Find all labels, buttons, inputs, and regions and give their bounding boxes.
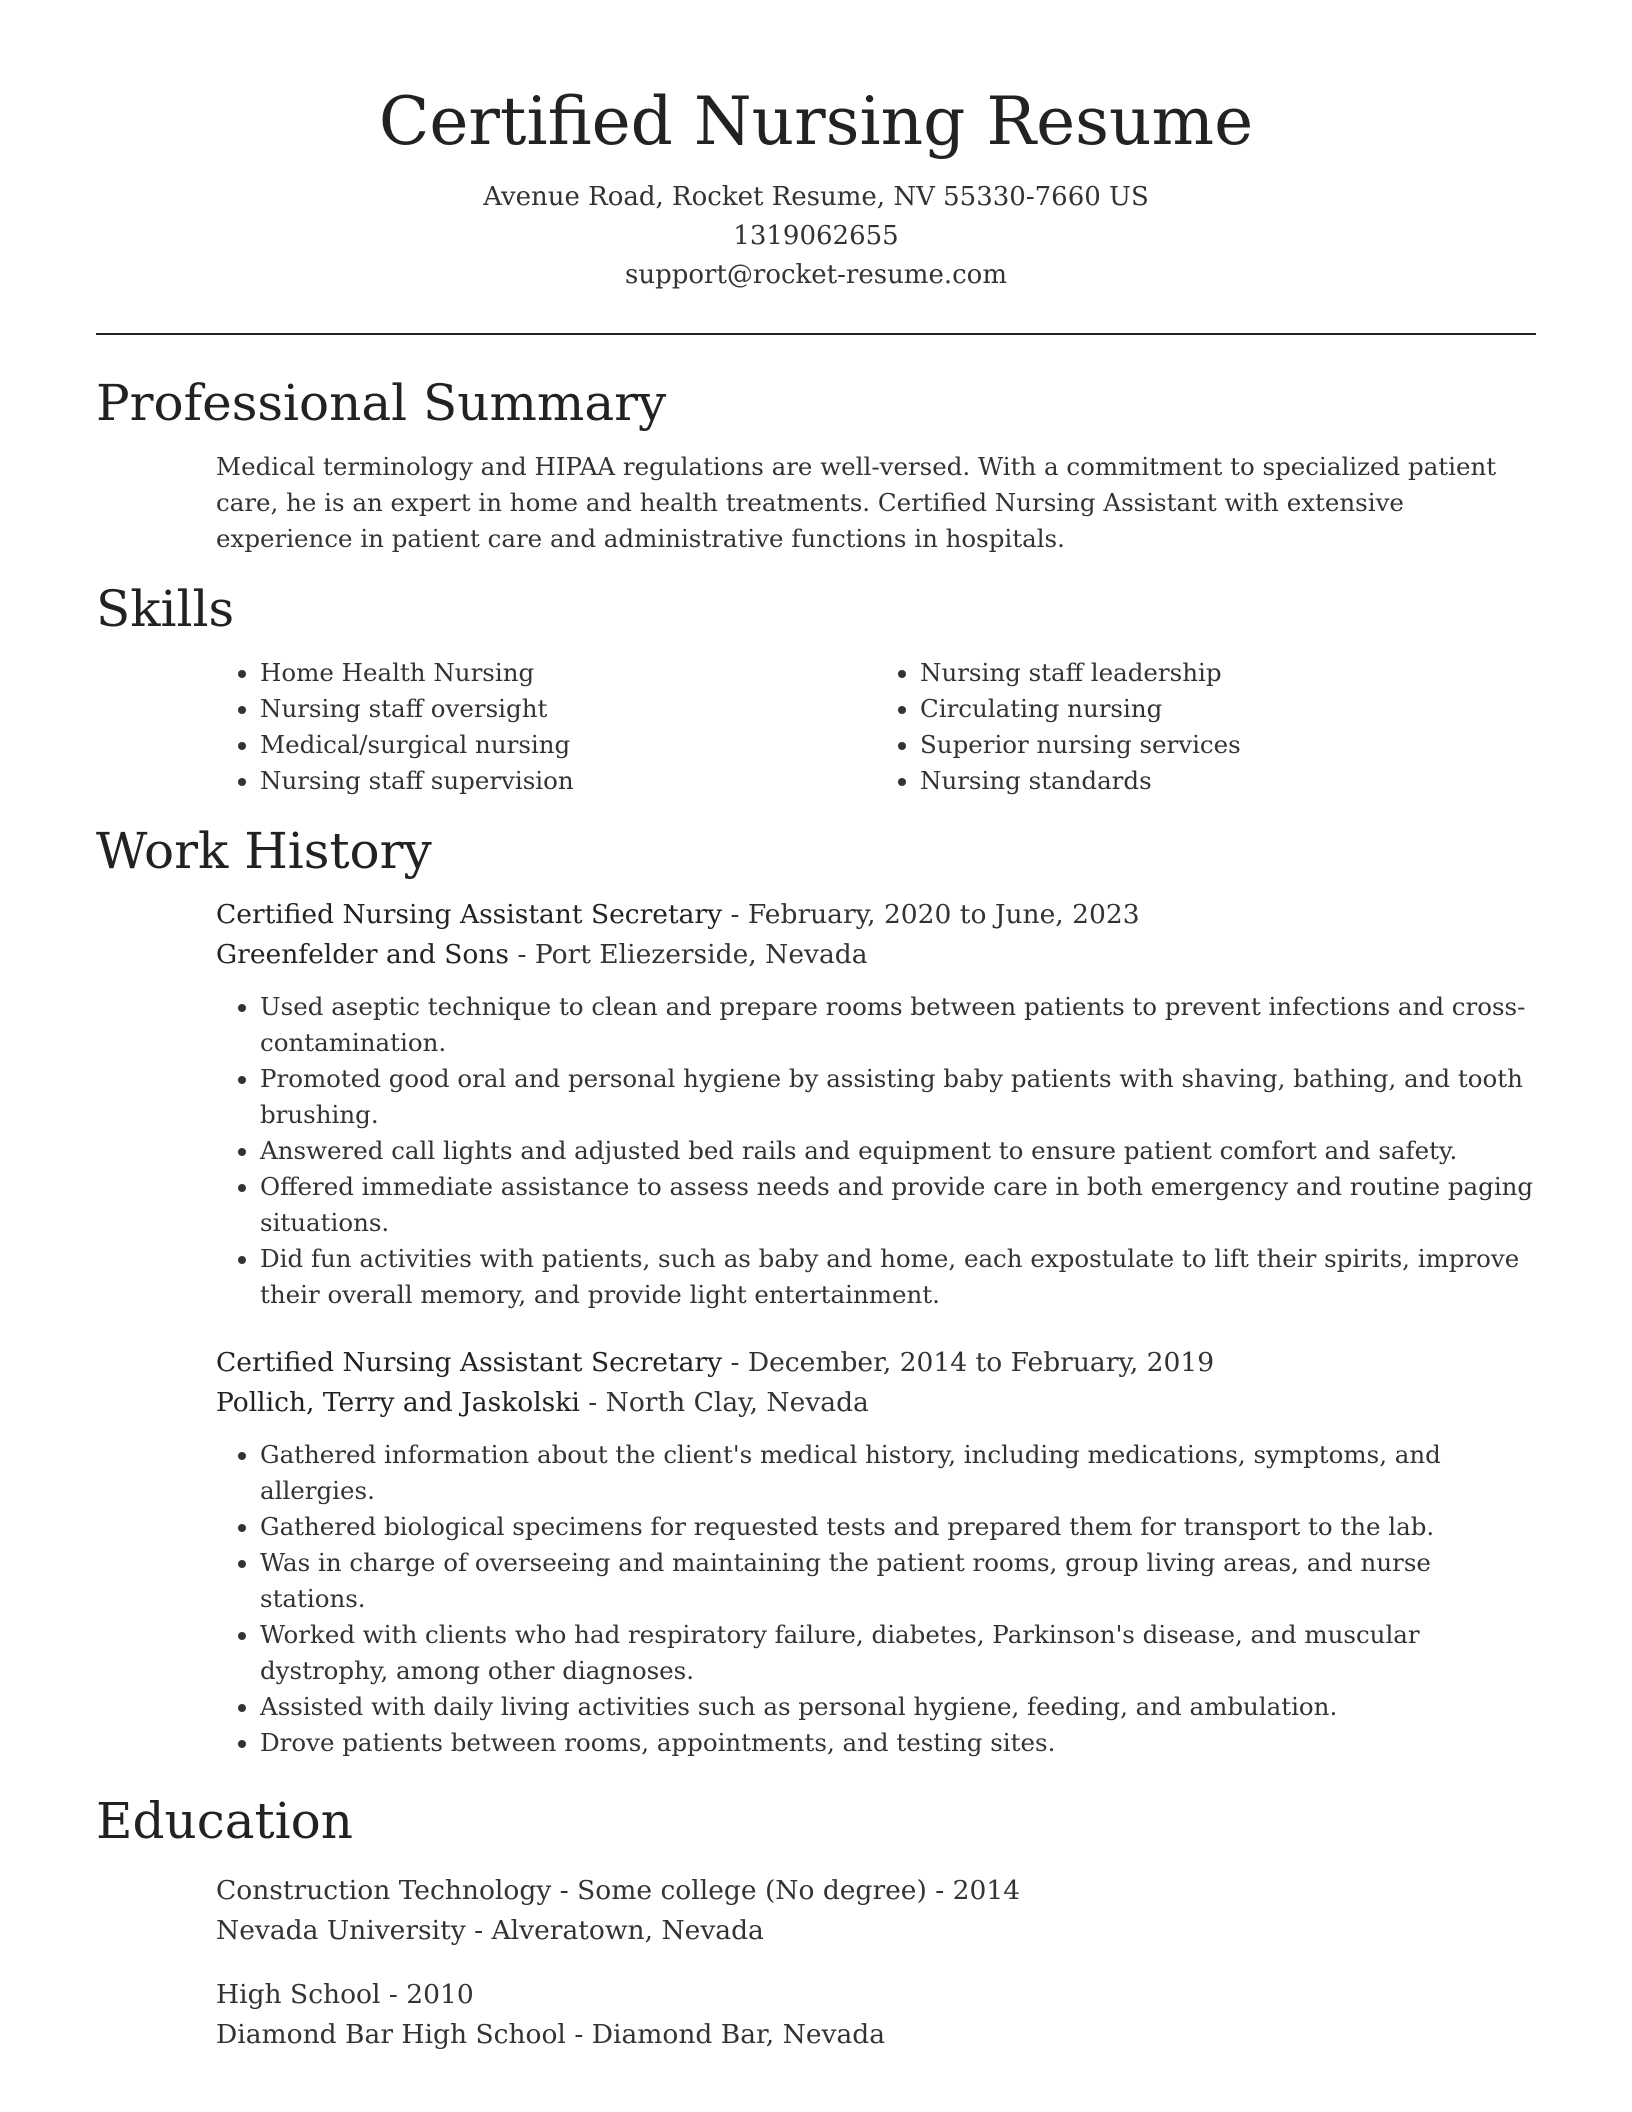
job-location: - North Clay, Nevada	[579, 1386, 869, 1418]
education-location: - Alveratown, Nevada	[465, 1914, 764, 1946]
job-title: Certified Nursing Assistant Secretary	[216, 898, 723, 930]
job-entry	[216, 895, 1536, 1313]
work-history-section	[96, 821, 1536, 1761]
education-school-line	[216, 1911, 1536, 1951]
resume-header	[96, 0, 1536, 295]
contact-address: Avenue Road, Rocket Resume, NV 55330-7660 US	[483, 181, 1149, 212]
education-degree-line	[216, 1871, 1536, 1911]
skill-item: • Nursing staff leadership	[920, 655, 1536, 691]
summary-text: Medical terminology and HIPAA regulations are well-versed. With a commitment to specialized patient care, he is an expert in home and health treatments. Certified Nursing Assistant with extensive experience in patient care and administrative functions in hospitals.	[216, 451, 1497, 553]
education-school: Diamond Bar High School	[216, 2018, 566, 2050]
job-bullet: • Was in charge of overseeing and maintaining the patient rooms, group living areas, and nurse stations.	[260, 1545, 1536, 1617]
skill-item: • Medical/surgical nursing	[260, 727, 876, 763]
job-entry	[216, 1343, 1536, 1761]
job-bullet: • Drove patients between rooms, appointments, and testing sites.	[260, 1725, 1536, 1761]
skill-item: • Circulating nursing	[920, 691, 1536, 727]
job-bullets	[216, 989, 1536, 1313]
job-company: Greenfelder and Sons	[216, 938, 510, 970]
skills-section	[96, 579, 1536, 799]
skill-item: • Nursing staff supervision	[260, 763, 876, 799]
education-entry	[216, 1871, 1536, 1951]
education-location: - Diamond Bar, Nevada	[565, 2018, 886, 2050]
job-title-line	[216, 895, 1536, 935]
job-title-line	[216, 1343, 1536, 1383]
skills-column-left	[216, 655, 876, 799]
job-company-line	[216, 935, 1536, 975]
education-field: High School	[216, 1978, 381, 2010]
header-divider	[96, 333, 1536, 335]
job-bullet: • Answered call lights and adjusted bed rails and equipment to ensure patient comfort and safety.	[260, 1133, 1536, 1169]
job-bullet: • Offered immediate assistance to assess needs and provide care in both emergency and routine paging situations.	[260, 1169, 1536, 1241]
skill-item: • Home Health Nursing	[260, 655, 876, 691]
education-entry	[216, 1975, 1536, 2055]
skills-column-right	[876, 655, 1536, 799]
education-school: Nevada University	[216, 1914, 466, 1946]
job-bullet: • Did fun activities with patients, such as baby and home, each expostulate to lift their spirits, improve their overall memory, and provide light entertainment.	[260, 1241, 1536, 1313]
job-bullets	[216, 1437, 1536, 1761]
job-bullet: • Promoted good oral and personal hygiene by assisting baby patients with shaving, bathing, and tooth brushing.	[260, 1061, 1536, 1133]
job-company-line	[216, 1383, 1536, 1423]
skill-item: • Superior nursing services	[920, 727, 1536, 763]
job-bullet: • Worked with clients who had respiratory failure, diabetes, Parkinson's disease, and muscular dystrophy, among other diagnoses.	[260, 1617, 1536, 1689]
job-bullet: • Gathered information about the client's medical history, including medications, symptoms, and allergies.	[260, 1437, 1536, 1509]
job-company: Pollich, Terry and Jaskolski	[216, 1386, 580, 1418]
education-degree: - Some college (No degree) - 2014	[551, 1874, 1021, 1906]
job-title: Certified Nursing Assistant Secretary	[216, 1346, 723, 1378]
education-degree-line	[216, 1975, 1536, 2015]
contact-phone: 1319062655	[733, 220, 899, 251]
education-degree: - 2010	[380, 1978, 474, 2010]
education-heading: Education	[96, 1791, 353, 1850]
job-bullet: • Assisted with daily living activities such as personal hygiene, feeding, and ambulation.	[260, 1689, 1536, 1725]
skill-item: • Nursing standards	[920, 763, 1536, 799]
skills-heading: Skills	[96, 579, 235, 638]
education-section	[96, 1791, 1536, 2055]
job-bullet: • Gathered biological specimens for requested tests and prepared them for transport to the lab.	[260, 1509, 1536, 1545]
education-field: Construction Technology	[216, 1874, 552, 1906]
work-history-heading: Work History	[96, 821, 432, 880]
resume-title: Certified Nursing Resume	[378, 83, 1254, 160]
job-location: - Port Eliezerside, Nevada	[509, 938, 868, 970]
summary-section	[96, 373, 1536, 557]
job-dates: - February, 2020 to June, 2023	[722, 898, 1140, 930]
skills-grid	[216, 655, 1536, 799]
job-dates: - December, 2014 to February, 2019	[722, 1346, 1215, 1378]
summary-heading: Professional Summary	[96, 373, 667, 432]
skill-item: • Nursing staff oversight	[260, 691, 876, 727]
education-school-line	[216, 2015, 1536, 2055]
contact-email: support@rocket-resume.com	[624, 259, 1007, 290]
job-bullet: • Used aseptic technique to clean and prepare rooms between patients to prevent infections and cross-contamination.	[260, 989, 1536, 1061]
